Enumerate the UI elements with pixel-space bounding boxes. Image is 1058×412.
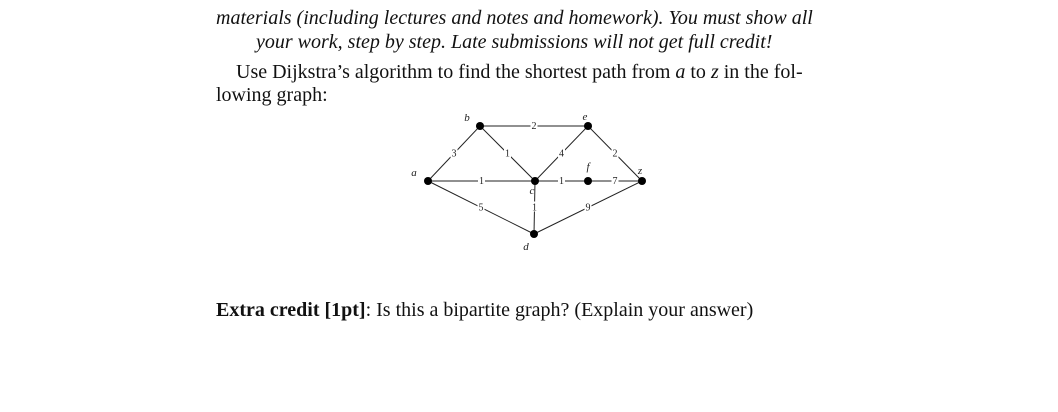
edge-weight-a-b: 3 <box>451 148 457 160</box>
edge-weight-a-c: 1 <box>479 176 484 187</box>
problem-text-post: in the fol- <box>718 61 803 83</box>
edge-weight-b-c: 1 <box>505 148 510 160</box>
extra-credit-line <box>216 298 753 322</box>
vertex-label-a: a <box>411 167 417 179</box>
vertex-label-c: c <box>529 185 535 197</box>
vertex-label-b: b <box>464 112 470 124</box>
vertex-label-f: f <box>586 161 590 173</box>
instructions-text-1: materials (including lectures and notes and homework). You must show all <box>216 7 813 29</box>
edge-weight-f-z: 7 <box>612 176 618 187</box>
vertex-b <box>476 122 484 130</box>
vertex-c <box>531 177 539 185</box>
problem-text-mid: to <box>685 61 711 83</box>
edge-weight-c-d: 1 <box>532 202 537 214</box>
edge-weight-a-d: 5 <box>478 202 484 214</box>
vertex-label-e: e <box>582 111 588 123</box>
problem-vertex-z: z <box>710 61 719 83</box>
edge-weight-c-e: 4 <box>559 148 564 160</box>
vertex-f <box>584 177 592 185</box>
vertex-a <box>424 177 432 185</box>
problem-vertex-a: a <box>675 61 686 83</box>
edge-weight-b-e: 2 <box>531 121 537 132</box>
edge-weight-d-z: 9 <box>585 202 591 214</box>
extra-credit-question: : Is this a bipartite graph? (Explain your answer) <box>365 299 754 321</box>
edge-weight-c-f: 1 <box>559 176 564 187</box>
vertex-label-z: z <box>637 165 643 177</box>
edge-weight-e-z: 2 <box>612 148 618 160</box>
problem-text-2: lowing graph: <box>216 84 328 106</box>
problem-text-pre: Use Dijkstra’s algorithm to find the shortest path from <box>236 61 676 83</box>
instructions-text-2: your work, step by step. Late submissions will not get full credit! <box>256 31 773 53</box>
vertex-e <box>584 122 592 130</box>
vertex-z <box>638 177 646 185</box>
vertex-d <box>530 230 538 238</box>
vertex-label-d: d <box>523 241 529 253</box>
extra-credit-label: Extra credit [1pt] <box>216 299 366 321</box>
